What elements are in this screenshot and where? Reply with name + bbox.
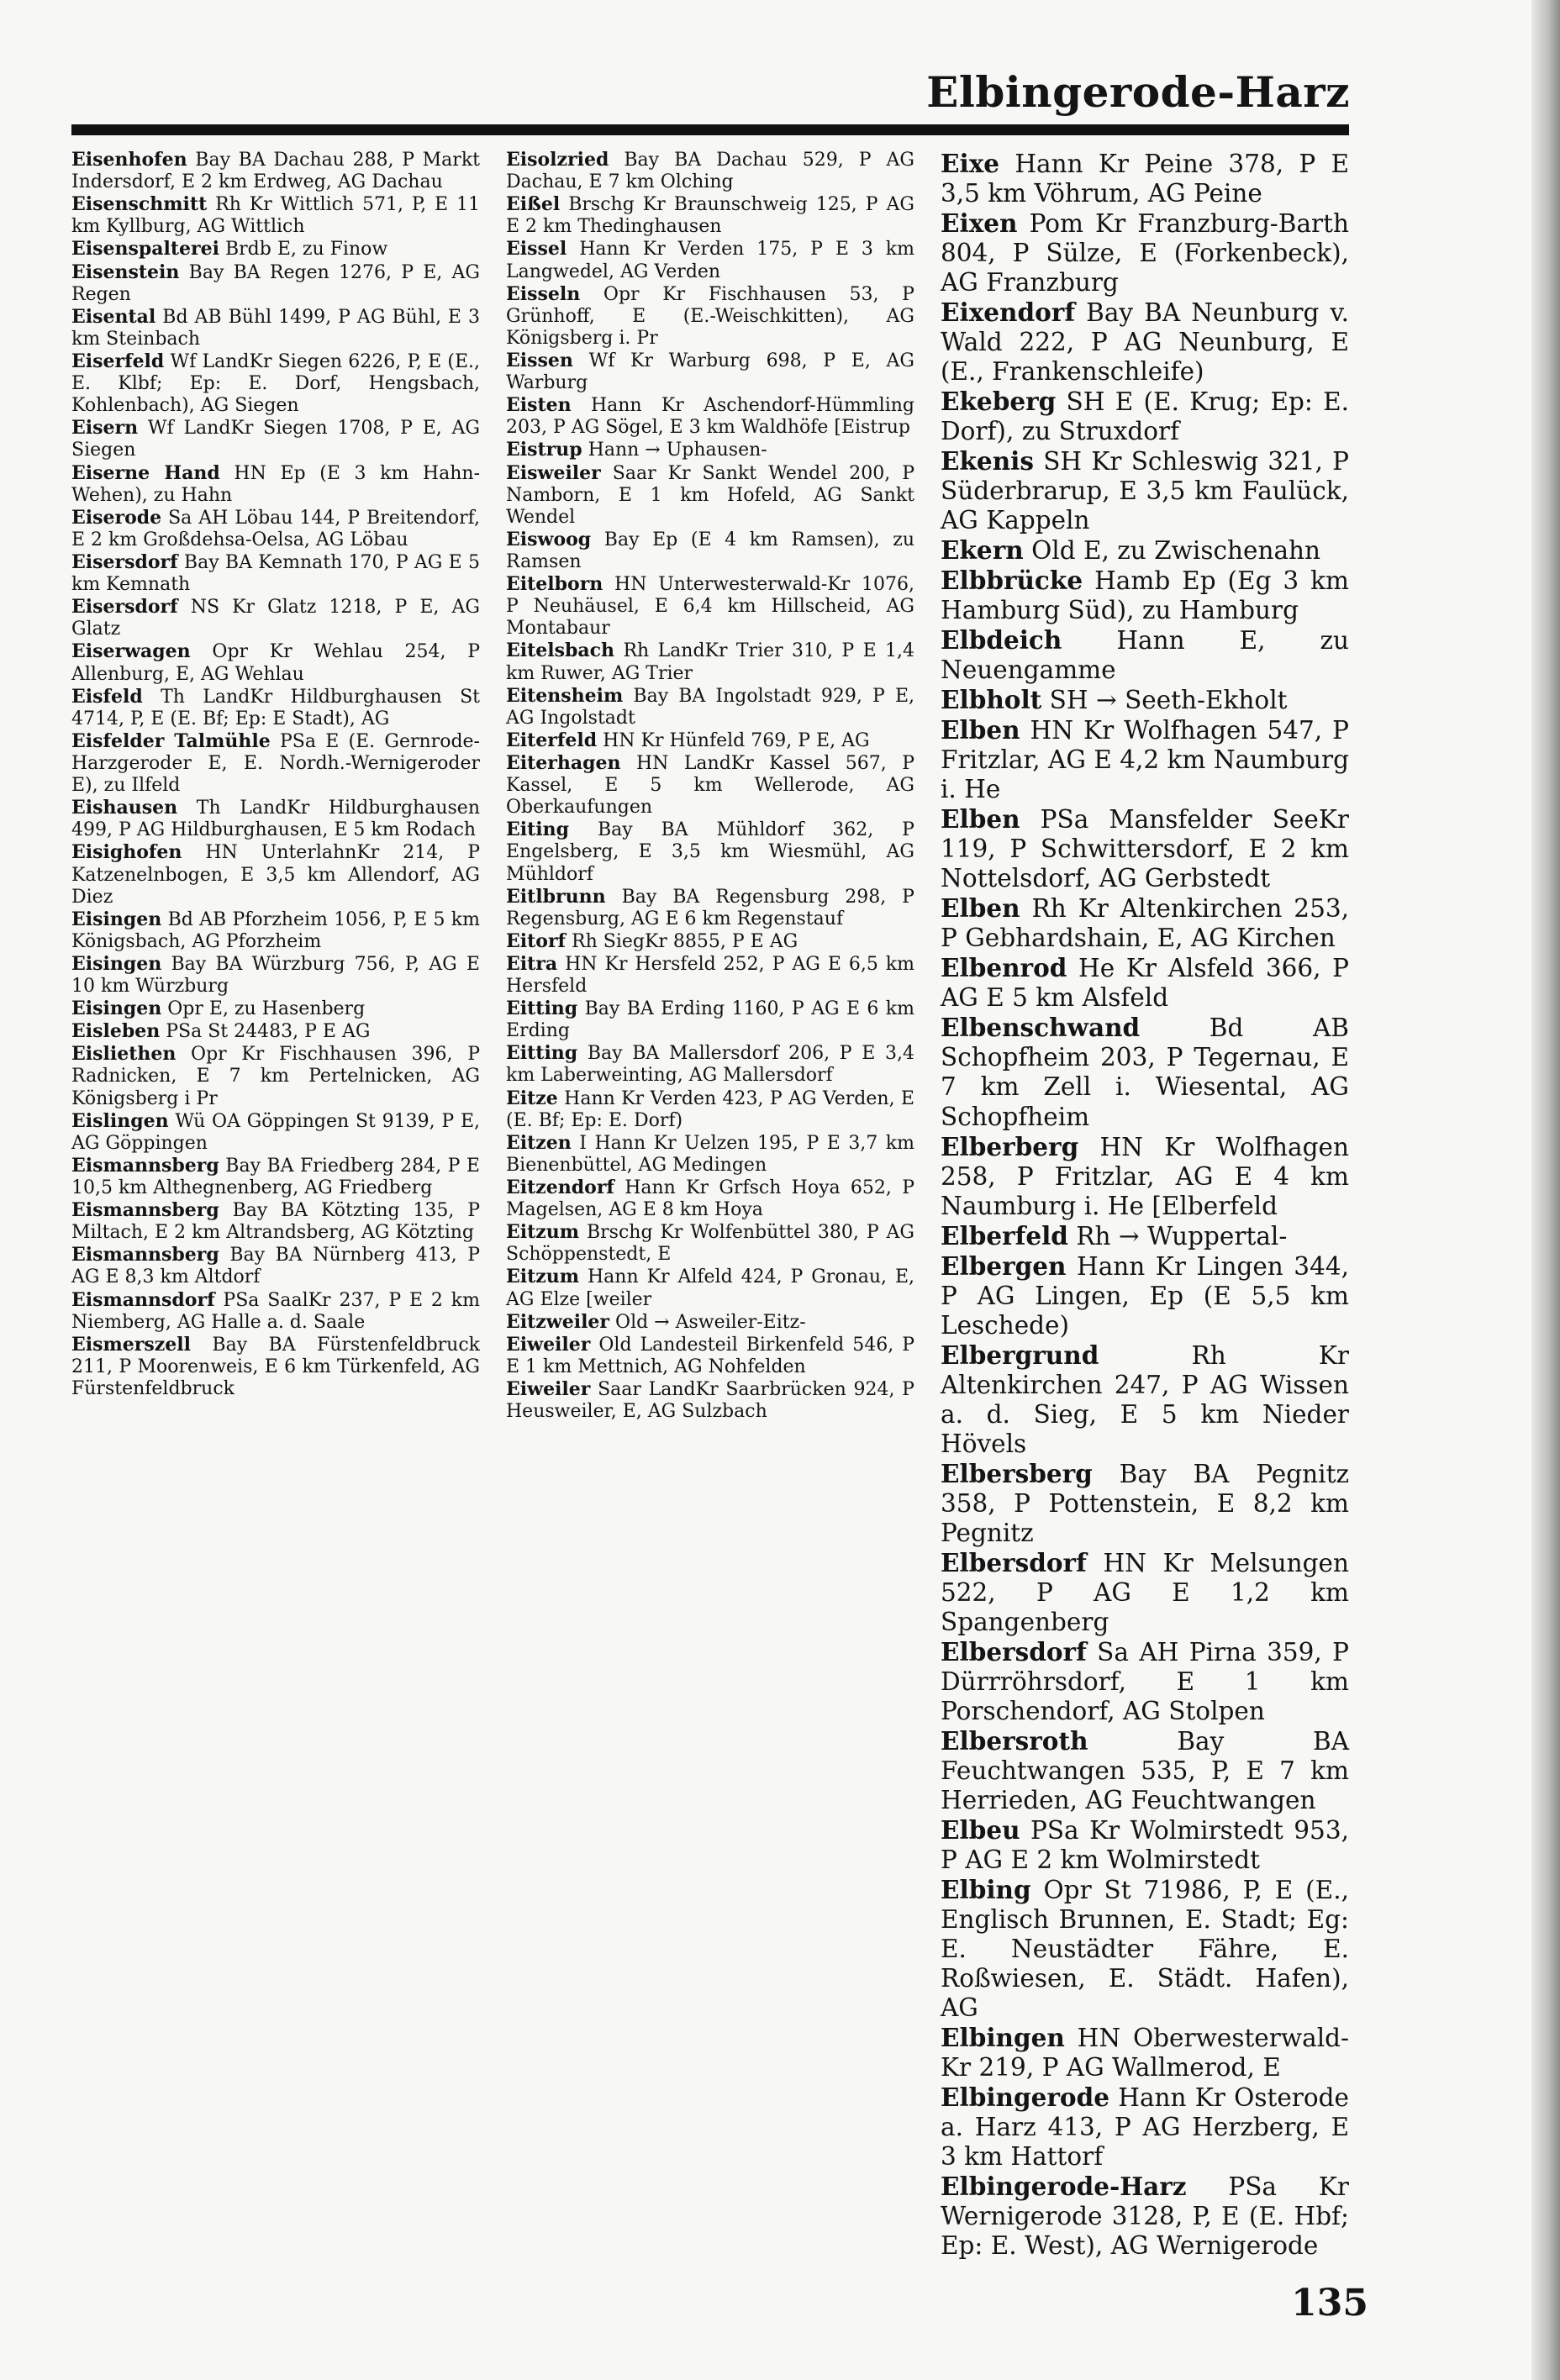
entry-details: Old → Asweiler-Eitz- — [615, 1311, 806, 1333]
gazetteer-entry — [71, 1334, 480, 1400]
entry-place-name: Eismannsdorf — [71, 1288, 215, 1311]
entry-details: Sa AH Löbau 144, P Breitendorf, E 2 km Großdehsa-Oelsa, AG Löbau — [71, 507, 480, 550]
gazetteer-entry — [506, 1334, 914, 1378]
gazetteer-entry — [941, 1132, 1349, 1221]
gazetteer-entry — [506, 930, 914, 953]
entry-details: Bay Ep (E 4 km Ramsen), zu Ramsen — [506, 529, 914, 572]
gazetteer-entry — [71, 998, 480, 1020]
entry-place-name: Eisenstein — [71, 261, 180, 283]
entry-details: Opr Kr Fischhausen 53, P Grünhoff, E (E.-Weischkitten), AG Königsberg i. Pr — [506, 283, 914, 349]
entry-place-name: Elberberg — [941, 1131, 1079, 1161]
running-head: Elbingerode-Harz — [926, 67, 1350, 117]
entry-place-name: Eisenspalterei — [71, 238, 219, 261]
entry-details: HN Kr Wolfhagen 258, P Fritzlar, AG E 4 km Naumburg i. He [Elberfeld — [941, 1132, 1349, 1220]
entry-details: Bd AB Pforzheim 1056, P, E 5 km Königsbach, AG Pforzheim — [71, 908, 480, 952]
gazetteer-entry — [71, 551, 480, 596]
gazetteer-entry — [506, 1087, 914, 1132]
gazetteer-entry — [71, 1244, 480, 1288]
entry-details: HN Oberwesterwald-Kr 219, P AG Wallmerod, E — [941, 2023, 1349, 2082]
gazetteer-entry — [941, 1013, 1349, 1131]
entry-place-name: Elben — [941, 804, 1020, 835]
entry-details: Th LandKr Hildburghausen St 4714, P, E (E. Bf; Ep: E Stadt), AG — [71, 686, 480, 729]
gazetteer-entry — [506, 886, 914, 930]
gazetteer-columns — [71, 149, 1349, 2261]
entry-details: Opr St 71986, P, E (E., Englisch Brunnen, E. Stadt; Eg: E. Neustädter Fähre, E. Roßwiesen, E. Städt. Hafen), AG — [941, 1875, 1349, 2022]
entry-place-name: Eisolzried — [506, 149, 609, 171]
entry-details: Bay BA Feuchtwangen 535, P, E 7 km Herrieden, AG Feuchtwangen — [941, 1726, 1349, 1814]
entry-details: I Hann Kr Uelzen 195, P E 3,7 km Bienenbüttel, AG Medingen — [506, 1132, 914, 1176]
entry-place-name: Eisenschmitt — [71, 193, 208, 216]
entry-details: Hann → Uphausen- — [588, 440, 767, 461]
entry-details: Hann E, zu Neuengamme — [941, 626, 1349, 685]
entry-details: Rh SiegKr 8855, P E AG — [572, 930, 798, 952]
entry-place-name: Eistrup — [506, 439, 582, 461]
gazetteer-entry — [71, 1199, 480, 1244]
entry-details: Bay BA Regensburg 298, P Regensburg, AG E 6 km Regenstauf — [506, 886, 914, 929]
entry-place-name: Eitlbrunn — [506, 885, 606, 908]
entry-details: Rh LandKr Trier 310, P E 1,4 km Ruwer, AG Trier — [506, 640, 915, 684]
gazetteer-entry — [941, 685, 1349, 715]
entry-place-name: Eiserwagen — [71, 640, 191, 663]
gazetteer-entry — [941, 1340, 1349, 1459]
entry-details: Opr Kr Wehlau 254, P Allenburg, E, AG Wehlau — [71, 641, 480, 685]
entry-details: HN UnterlahnKr 214, P Katzenelnbogen, E 3,5 km Allendorf, AG Diez — [71, 842, 480, 908]
entry-place-name: Eissen — [506, 349, 573, 371]
entry-place-name: Eismannsberg — [71, 1154, 219, 1177]
gazetteer-entry — [506, 819, 914, 885]
gazetteer-entry — [71, 193, 480, 238]
entry-details: Bay BA Ingolstadt 929, P E, AG Ingolstadt — [506, 685, 915, 729]
entry-details: Bay BA Dachau 529, P AG Dachau, E 7 km Olching — [506, 150, 914, 193]
gazetteer-entry — [71, 417, 480, 461]
gazetteer-entry — [941, 2172, 1349, 2261]
gazetteer-entry — [71, 462, 480, 507]
entry-place-name: Elbeu — [941, 1814, 1020, 1845]
gazetteer-entry — [941, 804, 1349, 893]
entry-place-name: Eishausen — [71, 797, 178, 819]
gazetteer-entry — [941, 1637, 1349, 1726]
gazetteer-entry — [71, 507, 480, 551]
gazetteer-entry — [506, 1311, 914, 1334]
entry-place-name: Eitzweiler — [506, 1310, 610, 1333]
entry-place-name: Elbingerode — [941, 2082, 1109, 2113]
gazetteer-entry — [71, 797, 480, 841]
entry-details: Hann Kr Verden 175, P E 3 km Langwedel, AG Verden — [506, 239, 914, 282]
gazetteer-entry — [506, 149, 914, 193]
entry-place-name: Elbersberg — [941, 1458, 1093, 1488]
entry-details: Bay BA Erding 1160, P AG E 6 km Erding — [506, 998, 914, 1042]
entry-details: Wf Kr Warburg 698, P E, AG Warburg — [506, 350, 914, 394]
entry-place-name: Eisental — [71, 305, 156, 328]
entry-place-name: Eisfelder Talmühle — [71, 729, 271, 752]
entry-place-name: Eismerszell — [71, 1333, 191, 1356]
gazetteer-entry — [506, 1132, 914, 1177]
gazetteer-entry — [941, 387, 1349, 446]
entry-details: PSa St 24483, P E AG — [166, 1021, 371, 1043]
entry-place-name: Elbersdorf — [941, 1636, 1087, 1667]
gazetteer-entry — [506, 462, 914, 529]
entry-place-name: Elbingen — [941, 2022, 1065, 2052]
entry-place-name: Eitra — [506, 952, 558, 975]
entry-details: Bay BA Mallersdorf 206, P E 3,4 km Laberweinting, AG Mallersdorf — [506, 1043, 914, 1087]
gazetteer-entry — [941, 1459, 1349, 1548]
entry-details: Hann Kr Lingen 344, P AG Lingen, Ep (E 5,5 km Leschede) — [941, 1251, 1349, 1340]
entry-details: Rh → Wuppertal- — [1076, 1221, 1288, 1251]
gazetteer-entry — [506, 640, 914, 684]
page-edge-shadow — [1531, 0, 1560, 2380]
gazetteer-entry — [941, 535, 1349, 566]
entry-place-name: Elbholt — [941, 685, 1042, 715]
gazetteer-entry — [506, 998, 914, 1042]
entry-place-name: Eixen — [941, 208, 1018, 239]
entry-details: Bay BA Friedberg 284, P E 10,5 km Althegnenberg, AG Friedberg — [71, 1155, 480, 1199]
entry-details: Brdb E, zu Finow — [225, 239, 388, 261]
entry-details: Wü OA Göppingen St 9139, P E, AG Göppingen — [71, 1110, 480, 1154]
entry-details: PSa Kr Wolmirstedt 953, P AG E 2 km Wolmirstedt — [941, 1815, 1349, 1874]
entry-details: Hann Kr Grfsch Hoya 652, P Magelsen, AG E 8 km Hoya — [506, 1177, 914, 1221]
entry-details: Bay BA Mühldorf 362, P Engelsberg, E 3,5 km Wiesmühl, AG Mühldorf — [506, 819, 914, 885]
entry-details: Saar LandKr Saarbrücken 924, P Heusweiler, E, AG Sulzbach — [506, 1379, 914, 1423]
entry-place-name: Eixe — [941, 149, 1000, 178]
entry-place-name: Ekern — [941, 535, 1024, 566]
gazetteer-entry — [506, 573, 914, 640]
entry-details: Opr E, zu Hasenberg — [167, 998, 366, 1020]
entry-place-name: Eisenhofen — [71, 149, 187, 171]
column-1 — [71, 149, 480, 2261]
gazetteer-entry — [71, 350, 480, 417]
entry-place-name: Eitze — [506, 1087, 558, 1109]
entry-place-name: Ekenis — [941, 446, 1034, 477]
entry-place-name: Eitzum — [506, 1221, 580, 1244]
column-3 — [941, 149, 1349, 2261]
entry-details: HN Kr Melsungen 522, P AG E 1,2 km Spangenberg — [941, 1548, 1349, 1636]
entry-place-name: Elben — [941, 715, 1020, 745]
entry-place-name: Eitelborn — [506, 573, 603, 596]
gazetteer-entry — [941, 566, 1349, 625]
entry-details: Saar Kr Sankt Wendel 200, P Namborn, E 1 km Hofeld, AG Sankt Wendel — [506, 462, 915, 528]
entry-place-name: Eissel — [506, 238, 567, 261]
gazetteer-entry — [71, 1110, 480, 1155]
entry-details: SH E (E. Krug; Ep: E. Dorf), zu Struxdorf — [941, 387, 1349, 446]
gazetteer-entry — [506, 238, 914, 282]
gazetteer-entry — [71, 1289, 480, 1334]
gazetteer-entry — [71, 306, 480, 350]
gazetteer-entry — [941, 953, 1349, 1013]
gazetteer-entry — [506, 283, 914, 350]
gazetteer-entry — [941, 625, 1349, 685]
entry-place-name: Eitting — [506, 1042, 578, 1065]
entry-place-name: Elben — [941, 893, 1020, 924]
entry-details: Bay BA Würzburg 756, P, AG E 10 km Würzburg — [71, 953, 480, 998]
gazetteer-entry — [506, 394, 914, 439]
entry-place-name: Elbergen — [941, 1251, 1067, 1281]
gazetteer-entry — [941, 2023, 1349, 2082]
entry-place-name: Eiting — [506, 819, 570, 841]
gazetteer-entry — [941, 1815, 1349, 1875]
gazetteer-entry — [71, 1020, 480, 1043]
entry-place-name: Eitzendorf — [506, 1177, 614, 1199]
gazetteer-entry — [506, 953, 914, 998]
entry-place-name: Eitelsbach — [506, 640, 615, 662]
entry-details: Bay BA Nürnberg 413, P AG E 8,3 km Altdorf — [71, 1245, 480, 1288]
gazetteer-entry — [506, 193, 914, 238]
entry-details: Hann Kr Osterode a. Harz 413, P AG Herzberg, E 3 km Hattorf — [941, 2083, 1349, 2172]
entry-place-name: Eiserode — [71, 506, 162, 529]
entry-details: Old Landesteil Birkenfeld 546, P E 1 km Mettnich, AG Nohfelden — [506, 1334, 915, 1377]
entry-details: He Kr Alsfeld 366, P AG E 5 km Alsfeld — [941, 954, 1349, 1013]
gazetteer-entry — [71, 908, 480, 953]
entry-place-name: Eiterfeld — [506, 729, 598, 751]
entry-place-name: Elbdeich — [941, 625, 1062, 656]
entry-details: PSa E (E. Gernrode-Harzgeroder E, E. Nordh.-Wernigeroder E), zu Ilfeld — [71, 730, 480, 797]
entry-place-name: Eiterhagen — [506, 751, 621, 774]
entry-place-name: Eisersdorf — [71, 550, 178, 573]
gazetteer-entry — [506, 1378, 914, 1423]
entry-place-name: Eiserfeld — [71, 350, 165, 372]
entry-place-name: Elbbrücke — [941, 566, 1083, 596]
entry-details: Bay BA Dachau 288, P Markt Indersdorf, E 2 km Erdweg, AG Dachau — [71, 150, 480, 193]
page-number: 135 — [1291, 2282, 1368, 2325]
entry-place-name: Elbingerode-Harz — [941, 2172, 1187, 2202]
entry-place-name: Ekeberg — [941, 387, 1057, 417]
entry-details: NS Kr Glatz 1218, P E, AG Glatz — [71, 597, 480, 640]
entry-details: Hann Kr Alfeld 424, P Gronau, E, AG Elze [weiler — [506, 1266, 914, 1310]
entry-place-name: Eisingen — [71, 952, 162, 975]
gazetteer-entry — [941, 1251, 1349, 1340]
entry-details: HN Kr Wolfhagen 547, P Fritzlar, AG E 4,2 km Naumburg i. He — [941, 716, 1349, 804]
gazetteer-entry — [71, 596, 480, 640]
column-2 — [506, 149, 914, 2261]
gazetteer-entry — [506, 1266, 914, 1310]
entry-place-name: Eixendorf — [941, 298, 1076, 328]
entry-details: Bay BA Kemnath 170, P AG E 5 km Kemnath — [71, 551, 481, 596]
gazetteer-entry — [71, 953, 480, 998]
entry-place-name: Eiweiler — [506, 1378, 591, 1401]
entry-details: Brschg Kr Wolfenbüttel 380, P AG Schöppenstedt, E — [506, 1222, 915, 1266]
entry-place-name: Eisseln — [506, 282, 581, 305]
entry-details: Rh Kr Altenkirchen 247, P AG Wissen a. d. Sieg, E 5 km Nieder Hövels — [941, 1340, 1349, 1458]
entry-place-name: Eitting — [506, 998, 578, 1020]
gazetteer-entry — [941, 715, 1349, 804]
gazetteer-entry — [941, 298, 1349, 387]
entry-details: Bay BA Kötzting 135, P Miltach, E 2 km Altrandsberg, AG Kötzting — [71, 1200, 480, 1244]
gazetteer-entry — [71, 149, 480, 193]
entry-details: Wf LandKr Siegen 6226, P, E (E., E. Klbf; Ep: E. Dorf, Hengsbach, Kohlenbach), AG Siegen — [71, 350, 480, 417]
header-rule — [71, 124, 1349, 135]
entry-details: HN LandKr Kassel 567, P Kassel, E 5 km Wellerode, AG Oberkaufungen — [506, 752, 915, 819]
entry-details: SH Kr Schleswig 321, P Süderbrarup, E 3,5 km Faulück, AG Kappeln — [941, 447, 1349, 535]
entry-details: Bay BA Pegnitz 358, P Pottenstein, E 8,2 km Pegnitz — [941, 1459, 1349, 1547]
entry-place-name: Elbersroth — [941, 1725, 1088, 1756]
entry-place-name: Eiweiler — [506, 1333, 591, 1356]
entry-details: HN Kr Hünfeld 769, P E, AG — [603, 729, 870, 751]
gazetteer-entry — [71, 238, 480, 261]
entry-details: Hann Kr Peine 378, P E 3,5 km Vöhrum, AG Peine — [941, 150, 1349, 208]
gazetteer-entry — [506, 685, 914, 729]
gazetteer-entry — [506, 350, 914, 394]
entry-place-name: Eisighofen — [71, 841, 182, 864]
entry-details: HN Unterwesterwald-Kr 1076, P Neuhäusel, E 6,4 km Hillscheid, AG Montabaur — [506, 574, 914, 640]
gazetteer-entry — [941, 1548, 1349, 1637]
entry-place-name: Eisingen — [71, 908, 162, 930]
gazetteer-entry — [941, 446, 1349, 535]
entry-details: Bay BA Neunburg v. Wald 222, P AG Neunburg, E (E., Frankenschleife) — [941, 298, 1349, 387]
gazetteer-entry — [71, 1043, 480, 1109]
entry-details: HN Kr Hersfeld 252, P AG E 6,5 km Hersfeld — [506, 953, 914, 998]
gazetteer-entry — [506, 752, 914, 819]
entry-details: Bd AB Bühl 1499, P AG Bühl, E 3 km Steinbach — [71, 306, 480, 350]
entry-details: HN Ep (E 3 km Hahn-Wehen), zu Hahn — [71, 462, 480, 506]
gazetteer-entry — [506, 729, 914, 752]
gazetteer-entry — [506, 1042, 914, 1087]
entry-place-name: Eisfeld — [71, 685, 143, 708]
entry-details: Th LandKr Hildburghausen 499, P AG Hildburghausen, E 5 km Rodach — [71, 798, 480, 841]
gazetteer-entry — [941, 1726, 1349, 1815]
entry-details: Sa AH Pirna 359, P Dürrröhrsdorf, E 1 km Porschendorf, AG Stolpen — [941, 1637, 1349, 1725]
entry-details: Bd AB Schopfheim 203, P Tegernau, E 7 km Zell i. Wiesental, AG Schopfheim — [941, 1014, 1349, 1131]
entry-place-name: Eismannsberg — [71, 1199, 219, 1222]
entry-place-name: Eitensheim — [506, 684, 624, 707]
entry-place-name: Elbenschwand — [941, 1013, 1141, 1043]
entry-details: Wf LandKr Siegen 1708, P E, AG Siegen — [71, 418, 481, 461]
entry-place-name: Eisweiler — [506, 461, 601, 484]
entry-details: Brschg Kr Braunschweig 125, P AG E 2 km Thedinghausen — [506, 194, 914, 238]
gazetteer-entry — [71, 640, 480, 685]
entry-place-name: Elberfeld — [941, 1220, 1068, 1251]
entry-place-name: Elbing — [941, 1874, 1031, 1904]
entry-place-name: Eißel — [506, 193, 561, 216]
entry-place-name: Elbenrod — [941, 953, 1067, 983]
gazetteer-entry — [941, 2082, 1349, 2172]
entry-details: Rh Kr Wittlich 571, P, E 11 km Kyllburg, AG Wittlich — [71, 194, 480, 238]
gazetteer-entry — [71, 686, 480, 730]
entry-details: Old E, zu Zwischenahn — [1031, 536, 1321, 566]
gazetteer-entry — [506, 529, 914, 573]
entry-details: Opr Kr Fischhausen 396, P Radnicken, E 7 km Pertelnicken, AG Königsberg i Pr — [71, 1044, 480, 1109]
entry-details: Hann Kr Verden 423, P AG Verden, E (E. Bf; Ep: E. Dorf) — [506, 1087, 914, 1131]
entry-place-name: Eisern — [71, 417, 139, 440]
entry-place-name: Eisleben — [71, 1020, 161, 1043]
entry-place-name: Eiswoog — [506, 528, 592, 550]
entry-details: Bay BA Fürstenfeldbruck 211, P Moorenweis, E 6 km Türkenfeld, AG Fürstenfeldbruck — [71, 1334, 480, 1400]
entry-place-name: Eitzum — [506, 1266, 580, 1288]
entry-details: SH → Seeth-Ekholt — [1049, 686, 1288, 715]
entry-details: Hann Kr Aschendorf-Hümmling 203, P AG Sögel, E 3 km Waldhöfe [Eistrup — [506, 395, 914, 439]
entry-details: PSa Kr Wernigerode 3128, P, E (E. Hbf; Ep: E. West), AG Wernigerode — [941, 2172, 1349, 2261]
gazetteer-entry — [941, 893, 1349, 953]
entry-details: Pom Kr Franzburg-Barth 804, P Sülze, E (Forkenbeck), AG Franzburg — [941, 209, 1349, 298]
entry-place-name: Eisingen — [71, 998, 162, 1020]
entry-details: PSa SaalKr 237, P E 2 km Niemberg, AG Halle a. d. Saale — [71, 1289, 480, 1333]
entry-place-name: Elbergrund — [941, 1340, 1099, 1370]
entry-place-name: Eislingen — [71, 1109, 169, 1132]
entry-place-name: Eitorf — [506, 929, 567, 952]
entry-place-name: Eitzen — [506, 1131, 572, 1154]
gazetteer-entry — [941, 149, 1349, 208]
entry-details: Bay BA Regen 1276, P E, AG Regen — [71, 261, 480, 305]
gazetteer-entry — [941, 1221, 1349, 1251]
entry-place-name: Eisten — [506, 394, 572, 417]
gazetteer-entry — [71, 730, 480, 797]
gazetteer-entry — [506, 1177, 914, 1221]
entry-place-name: Eismannsberg — [71, 1244, 219, 1266]
entry-place-name: Elbersdorf — [941, 1547, 1087, 1577]
entry-details: Hamb Ep (Eg 3 km Hamburg Süd), zu Hamburg — [941, 566, 1349, 625]
gazetteer-entry — [941, 1875, 1349, 2023]
entry-place-name: Eisliethen — [71, 1043, 177, 1066]
gazetteer-entry — [506, 1221, 914, 1266]
entry-place-name: Eiserne Hand — [71, 461, 220, 484]
gazetteer-entry — [71, 261, 480, 306]
gazetteer-entry — [71, 841, 480, 908]
entry-place-name: Eisersdorf — [71, 596, 178, 619]
gazetteer-entry — [506, 439, 914, 461]
entry-details: PSa Mansfelder SeeKr 119, P Schwittersdorf, E 2 km Nottelsdorf, AG Gerbstedt — [941, 805, 1349, 893]
entry-details: Rh Kr Altenkirchen 253, P Gebhardshain, E, AG Kirchen — [941, 894, 1349, 953]
gazetteer-entry — [941, 208, 1349, 298]
gazetteer-entry — [71, 1155, 480, 1199]
